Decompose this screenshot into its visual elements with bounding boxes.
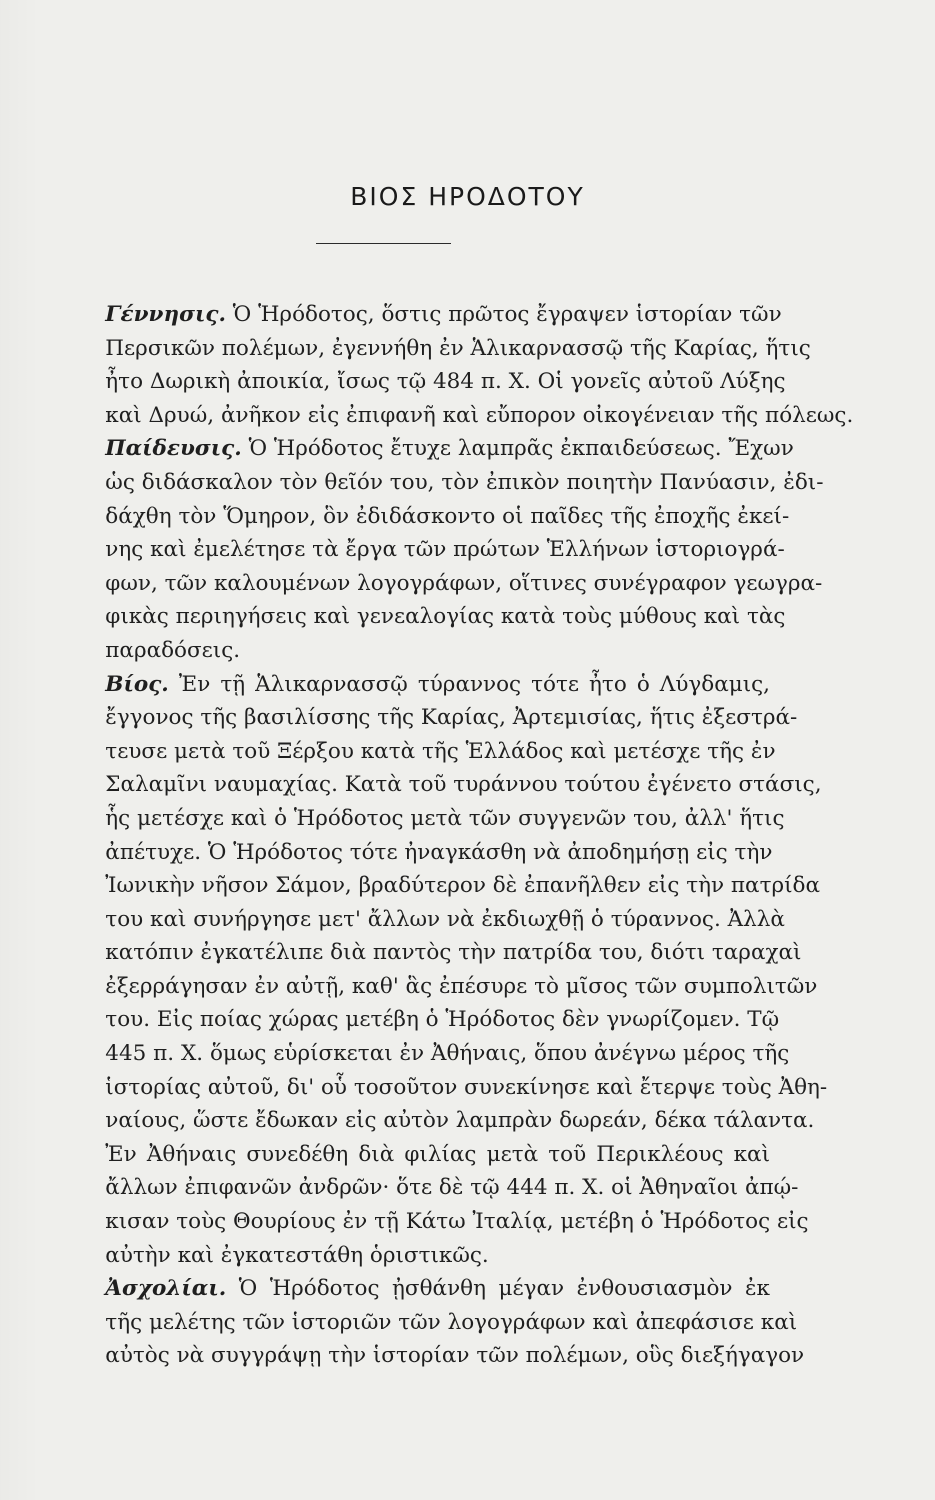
text-line: ἧς μετέσχε καὶ ὁ Ἡρόδοτος μετὰ τῶν συγγενῶν του, ἀλλ' ἥτις <box>105 805 785 831</box>
text-line: 445 π. Χ. ὅμως εὑρίσκεται ἐν Ἀθήναις, ὅπου ἀνέγνω μέρος τῆς <box>105 1041 790 1067</box>
line-text: Ὁ Ἡρόδοτος ἔτυχε λαμπρᾶς ἐκπαιδεύσεως. Ἔχων <box>248 436 794 462</box>
paragraph-life <box>58 668 828 1138</box>
section-heading-life: Βίος. <box>105 671 169 697</box>
paragraph-birth <box>58 298 854 432</box>
text-line: αὐτὸς νὰ συγγράψῃ τὴν ἱστορίαν τῶν πολέμων, οὓς διεξήγαγον <box>105 1343 805 1369</box>
text-line <box>58 298 782 332</box>
text-line: του. Εἰς ποίας χώρας μετέβη ὁ Ἡρόδοτος δὲν γνωρίζομεν. Τῷ <box>105 1007 780 1033</box>
text-line: ἐξερράγησαν ἐν αὐτῇ, καθ' ἃς ἐπέσυρε τὸ μῖσος τῶν συμπολιτῶν <box>105 973 818 999</box>
text-line: Σαλαμῖνι ναυμαχίας. Κατὰ τοῦ τυράννου τούτου ἐγένετο στάσις, <box>105 772 822 798</box>
paragraph-education <box>58 432 824 667</box>
text-line: ἄλλων ἐπιφανῶν ἀνδρῶν· ὅτε δὲ τῷ 444 π. Χ. οἱ Ἀθηναῖοι ἀπῴ- <box>105 1175 799 1201</box>
text-line: τευσε μετὰ τοῦ Ξέρξου κατὰ τῆς Ἑλλάδος καὶ μετέσχε τῆς ἐν <box>105 738 776 764</box>
paragraph-occupations <box>58 1272 805 1373</box>
text-line: Ἐν Ἀθήναις συνεδέθη διὰ φιλίας μετὰ τοῦ Περικλέους καὶ <box>105 1141 770 1167</box>
section-heading-occupations: Ἀσχολίαι. <box>105 1276 227 1302</box>
line-text: Ὁ Ἡρόδοτος ᾐσθάνθη μέγαν ἐνθουσιασμὸν ἐκ <box>238 1276 770 1302</box>
text-line: ἀπέτυχε. Ὁ Ἡρόδοτος τότε ἠναγκάσθη νὰ ἀποδημήσῃ εἰς τὴν <box>105 839 773 865</box>
text-line: νης καὶ ἐμελέτησε τὰ ἔργα τῶν πρώτων Ἑλλήνων ἱστοριογρά- <box>105 537 785 563</box>
text-line: ἦτο Δωρικὴ ἀποικία, ἴσως τῷ 484 π. Χ. Οἱ γονεῖς αὐτοῦ Λύξης <box>105 369 786 395</box>
text-line <box>58 668 770 702</box>
text-line: καὶ Δρυώ, ἀνῆκον εἰς ἐπιφανῆ καὶ εὔπορον οἰκογένειαν τῆς πόλεως. <box>105 402 854 428</box>
line-text: Ὁ Ἡρόδοτος, ὅστις πρῶτος ἔγραψεν ἱστορίαν τῶν <box>232 302 782 327</box>
text-line: ναίους, ὥστε ἔδωκαν εἰς αὐτὸν λαμπρὰν δωρεάν, δέκα τάλαντα. <box>105 1108 815 1134</box>
text-line: Περσικῶν πολέμων, ἐγεννήθη ἐν Ἁλικαρνασσῷ τῆς Καρίας, ἥτις <box>105 335 811 361</box>
text-line: κατόπιν ἐγκατέλιπε διὰ παντὸς τὴν πατρίδα του, διότι ταραχαὶ <box>105 940 802 966</box>
text-line: δάχθη τὸν Ὅμηρον, ὃν ἐδιδάσκοντο οἱ παῖδες τῆς ἐποχῆς ἐκεί- <box>105 503 790 529</box>
section-heading-birth: Γέννησις. <box>105 302 226 327</box>
text-line: παραδόσεις. <box>105 637 241 663</box>
text-line: ἱστορίας αὐτοῦ, δι' οὗ τοσοῦτον συνεκίνησε καὶ ἔτερψε τοὺς Ἀθη- <box>105 1074 828 1100</box>
text-line: ὡς διδάσκαλον τὸν θεῖόν του, τὸν ἐπικὸν ποιητὴν Πανύασιν, ἐδι- <box>105 469 824 495</box>
text-line: αὐτὴν καὶ ἐγκατεστάθη ὁριστικῶς. <box>105 1242 489 1268</box>
line-text: Ἐν τῇ Ἁλικαρνασσῷ τύραννος τότε ἦτο ὁ Λύγδαμις, <box>178 671 770 697</box>
text-line: φων, τῶν καλουμένων λογογράφων, οἵτινες συνέγραφον γεωγρα- <box>105 570 823 596</box>
title-rule <box>316 243 451 244</box>
text-line: του καὶ συνήργησε μετ' ἄλλων νὰ ἐκδιωχθῇ ὁ τύραννος. Ἀλλὰ <box>105 906 785 932</box>
text-line <box>58 432 794 466</box>
section-heading-education: Παίδευσις. <box>105 436 242 462</box>
text-line: κισαν τοὺς Θουρίους ἐν τῇ Κάτω Ἰταλίᾳ, μετέβη ὁ Ἡρόδοτος εἰς <box>105 1209 809 1235</box>
text-line: Ἰωνικὴν νῆσον Σάμον, βραδύτερον δὲ ἐπανῆλθεν εἰς τὴν πατρίδα <box>105 873 820 899</box>
text-line: τῆς μελέτης τῶν ἱστοριῶν τῶν λογογράφων καὶ ἀπεφάσισε καὶ <box>105 1309 798 1335</box>
text-line: φικὰς περιηγήσεις καὶ γενεαλογίας κατὰ τοὺς μύθους καὶ τὰς <box>105 604 786 630</box>
text-line <box>58 1272 770 1306</box>
paragraph-athens <box>58 1138 809 1272</box>
text-line: ἔγγονος τῆς βασιλίσσης τῆς Καρίας, Ἀρτεμισίας, ἥτις ἐξεστρά- <box>105 705 798 731</box>
body-text <box>58 298 854 1373</box>
page-title: ΒΙΟΣ ΗΡΟΔΟΤΟΥ <box>350 182 585 211</box>
